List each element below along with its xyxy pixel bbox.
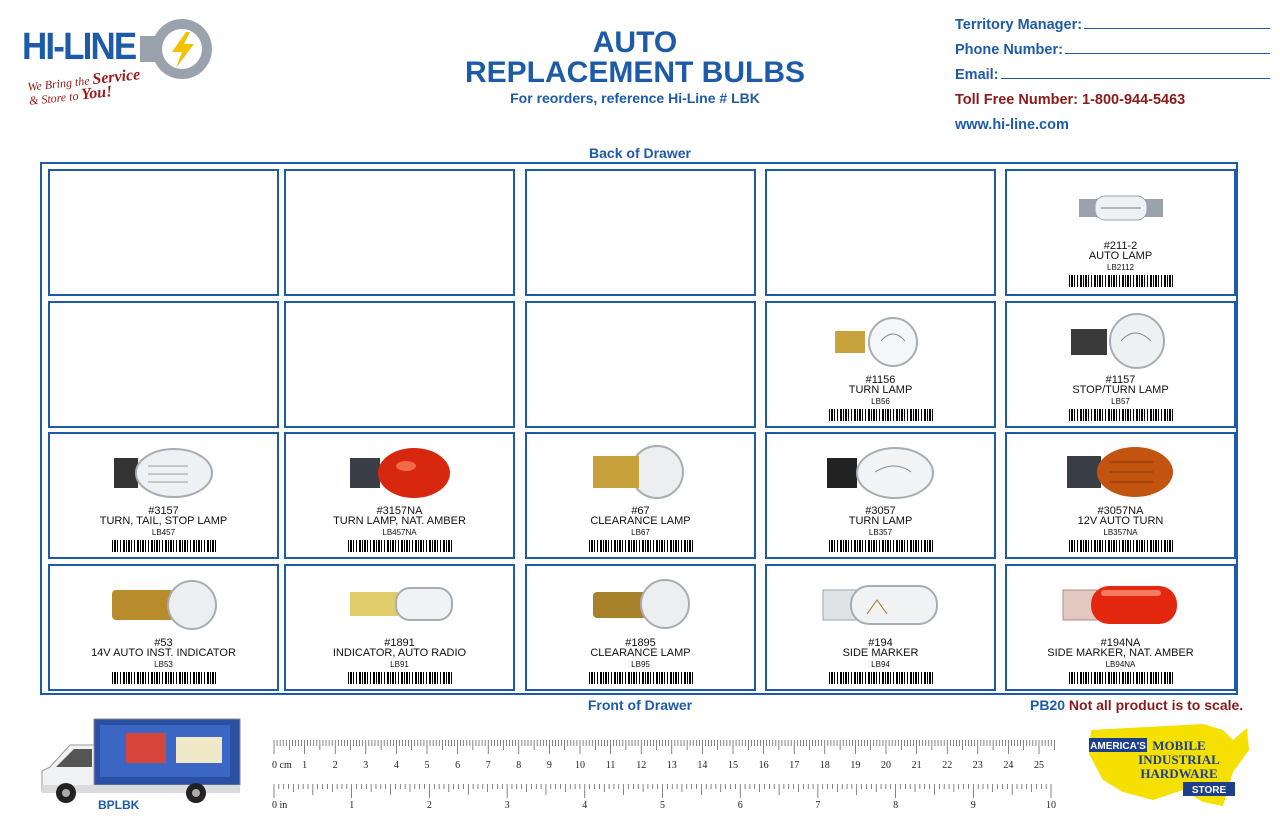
- empty-cell: [48, 169, 279, 296]
- logo-tagline: We Bring the Service & Store to You!: [26, 66, 141, 108]
- barcode: [589, 540, 693, 552]
- drawer-grid: [40, 162, 1238, 695]
- barcode: [112, 540, 216, 552]
- reorder-subtitle: For reorders, reference Hi-Line # LBK: [510, 90, 760, 106]
- bulb-number: #67: [631, 505, 650, 517]
- cm-number: 10: [575, 760, 585, 771]
- amber-wedge-bulb-icon: [1061, 442, 1181, 502]
- bulb-number: #1891: [384, 637, 415, 649]
- inch-number: 2: [426, 800, 432, 811]
- bulb-code: LB91: [390, 660, 409, 669]
- cm-number: 8: [516, 760, 522, 771]
- bulb-description: TURN LAMP, NAT. AMBER: [333, 515, 466, 527]
- ruler: [270, 740, 1065, 815]
- bulb-description: SIDE MARKER, NAT. AMBER: [1047, 647, 1194, 659]
- bulb-description: TURN, TAIL, STOP LAMP: [99, 515, 228, 527]
- bulb-number: #3157NA: [376, 505, 423, 517]
- barcode: [829, 540, 933, 552]
- toll-free-number: Toll Free Number: 1-800-944-5463: [955, 92, 1186, 108]
- cm-number: 11: [605, 760, 616, 771]
- cm-zero-label: 0 cm: [272, 760, 292, 771]
- territory-manager-row: [955, 8, 1270, 33]
- bulb-code: LB357: [868, 528, 893, 537]
- empty-cell: [284, 169, 515, 296]
- inch-number: 8: [893, 800, 899, 811]
- bulb-code: LB67: [631, 528, 650, 537]
- bulb-code: LB53: [154, 660, 173, 669]
- logo-text: HI-LINE: [22, 26, 136, 68]
- bulb-code: LB95: [631, 660, 650, 669]
- cm-number: 25: [1034, 760, 1044, 771]
- bulb-number: #3057: [865, 505, 896, 517]
- cm-number: 24: [1003, 760, 1014, 771]
- bulb-description: INDICATOR, AUTO RADIO: [332, 647, 467, 659]
- cm-number: 20: [881, 760, 891, 771]
- cm-number: 7: [485, 760, 491, 771]
- barcode: [1069, 540, 1173, 552]
- phone-number-field[interactable]: [1065, 53, 1270, 54]
- inch-number: 9: [970, 800, 976, 811]
- cm-scale: [274, 740, 1054, 771]
- bulb-cell: [48, 432, 279, 559]
- amber-mini-wedge-bulb-icon: [1061, 574, 1181, 634]
- badge-line-2: MOBILE: [1152, 738, 1206, 753]
- scale-note: [1030, 697, 1243, 713]
- territory-manager-label: Territory Manager:: [955, 17, 1083, 33]
- inch-number: 7: [815, 800, 821, 811]
- bulb-cell: [1005, 301, 1236, 428]
- wedge-bulb-icon: [821, 442, 941, 502]
- cm-number: 15: [728, 760, 738, 771]
- inch-number: 10: [1046, 800, 1056, 811]
- lightning-gear-icon: [140, 14, 220, 84]
- festoon-bulb-icon: [1061, 179, 1181, 229]
- email-label: Email:: [955, 67, 999, 83]
- bayonet-bulb-icon: [821, 311, 941, 367]
- bulb-code: LB94NA: [1105, 660, 1136, 669]
- bulb-code: LB357NA: [1103, 528, 1138, 537]
- empty-cell: [525, 169, 756, 296]
- bulb-description: TURN LAMP: [848, 384, 913, 396]
- barcode: [112, 672, 216, 684]
- barcode: [829, 672, 933, 684]
- bulb-code: LB457NA: [382, 528, 417, 537]
- bulb-description: STOP/TURN LAMP: [1072, 384, 1169, 396]
- cm-number: 4: [393, 760, 399, 771]
- phone-number-label: Phone Number:: [955, 42, 1063, 58]
- truck-icon: [36, 715, 246, 805]
- mobile-store-badge: [1083, 720, 1253, 815]
- bulb-number: #3057NA: [1097, 505, 1144, 517]
- cm-number: 17: [789, 760, 800, 771]
- truck-code: BPLBK: [98, 798, 140, 812]
- bulb-number: #1156: [865, 374, 896, 386]
- bayonet-bulb-icon: [340, 574, 460, 634]
- front-of-drawer-label: Front of Drawer: [587, 697, 693, 713]
- cm-number: 16: [758, 760, 769, 771]
- cm-number: 12: [636, 760, 647, 771]
- email-row: [955, 58, 1270, 83]
- barcode: [348, 540, 452, 552]
- bulb-number: #3157: [148, 505, 179, 517]
- inch-number: 5: [660, 800, 665, 811]
- bulb-number: #194: [868, 637, 893, 649]
- bulb-cell: [765, 432, 996, 559]
- hi-line-logo: [22, 18, 222, 118]
- barcode: [1069, 409, 1173, 421]
- title-line-1: AUTO: [592, 26, 678, 59]
- inch-scale: [274, 784, 1056, 811]
- cm-number: 14: [697, 760, 708, 771]
- phone-number-row: [955, 33, 1270, 58]
- bulb-cell: [525, 432, 756, 559]
- cm-number: 19: [850, 760, 861, 771]
- territory-manager-field[interactable]: [1084, 28, 1270, 29]
- bulb-number: #211-2: [1103, 240, 1138, 252]
- amber-wedge-bulb-icon: [340, 442, 460, 502]
- inch-number: 3: [504, 800, 510, 811]
- cm-number: 13: [666, 760, 677, 771]
- cm-number: 23: [972, 760, 983, 771]
- bulb-cell: [525, 564, 756, 691]
- empty-cell: [284, 301, 515, 428]
- bayonet-bulb-icon: [104, 574, 224, 634]
- badge-line-3: INDUSTRIAL: [1138, 752, 1220, 767]
- bulb-cell: [1005, 564, 1236, 691]
- barcode: [1069, 672, 1173, 684]
- bulb-code: LB56: [871, 397, 890, 406]
- cm-number: 6: [455, 760, 461, 771]
- cm-number: 22: [942, 760, 953, 771]
- bulb-number: #1895: [625, 637, 656, 649]
- bulb-description: CLEARANCE LAMP: [590, 647, 691, 659]
- cm-number: 5: [424, 760, 430, 771]
- cm-number: 21: [911, 760, 922, 771]
- bulb-cell: [284, 564, 515, 691]
- bulb-description: 14V AUTO INST. INDICATOR: [91, 647, 236, 659]
- barcode: [1069, 275, 1173, 287]
- bulb-description: 12V AUTO TURN: [1077, 515, 1164, 527]
- bulb-description: TURN LAMP: [848, 515, 913, 527]
- page-title: [400, 28, 870, 108]
- bulb-code: LB57: [1111, 397, 1130, 406]
- pb-code: PB20: [1030, 697, 1066, 713]
- scale-disclaimer: Not all product is to scale.: [1068, 697, 1244, 713]
- inch-zero-label: 0 in: [272, 800, 288, 811]
- bulb-cell: [765, 564, 996, 691]
- bulb-cell: [1005, 432, 1236, 559]
- bulb-description: CLEARANCE LAMP: [590, 515, 691, 527]
- bulb-number: #1157: [1105, 374, 1136, 386]
- bulb-number: #194NA: [1100, 637, 1141, 649]
- empty-cell: [525, 301, 756, 428]
- bulb-cell: [765, 301, 996, 428]
- cm-number: 1: [302, 760, 308, 771]
- bulb-description: SIDE MARKER: [842, 647, 919, 659]
- title-line-2: REPLACEMENT BULBS: [464, 56, 805, 89]
- bulb-number: #53: [154, 637, 173, 649]
- bulb-code: LB94: [871, 660, 890, 669]
- bulb-cell: [284, 432, 515, 559]
- barcode: [829, 409, 933, 421]
- bulb-code: LB457: [151, 528, 176, 537]
- empty-cell: [765, 169, 996, 296]
- badge-line-4: HARDWARE: [1140, 766, 1218, 781]
- bulb-description: AUTO LAMP: [1088, 250, 1153, 262]
- inch-number: 6: [737, 800, 743, 811]
- bayonet-bulb-icon: [581, 574, 701, 634]
- cm-number: 9: [546, 760, 552, 771]
- contact-block: [955, 8, 1270, 133]
- wedge-bulb-icon: [104, 442, 224, 502]
- inch-number: 1: [349, 800, 355, 811]
- bulb-cell: [1005, 169, 1236, 296]
- bulb-cell: [48, 564, 279, 691]
- bayonet-bulb-icon: [581, 442, 701, 502]
- cm-number: 2: [332, 760, 338, 771]
- empty-cell: [48, 301, 279, 428]
- barcode: [348, 672, 452, 684]
- cm-number: 18: [819, 760, 830, 771]
- inch-number: 4: [582, 800, 588, 811]
- badge-line-1: AMERICA'S: [1090, 741, 1146, 752]
- back-of-drawer-label: Back of Drawer: [589, 145, 691, 161]
- bulb-code: LB2112: [1107, 263, 1134, 272]
- email-field[interactable]: [1001, 78, 1270, 79]
- bayonet-bulb-icon: [1061, 311, 1181, 371]
- cm-number: 3: [363, 760, 369, 771]
- badge-line-5: STORE: [1191, 785, 1227, 796]
- website-link[interactable]: www.hi-line.com: [955, 117, 1069, 133]
- mini-wedge-bulb-icon: [821, 574, 941, 634]
- barcode: [589, 672, 693, 684]
